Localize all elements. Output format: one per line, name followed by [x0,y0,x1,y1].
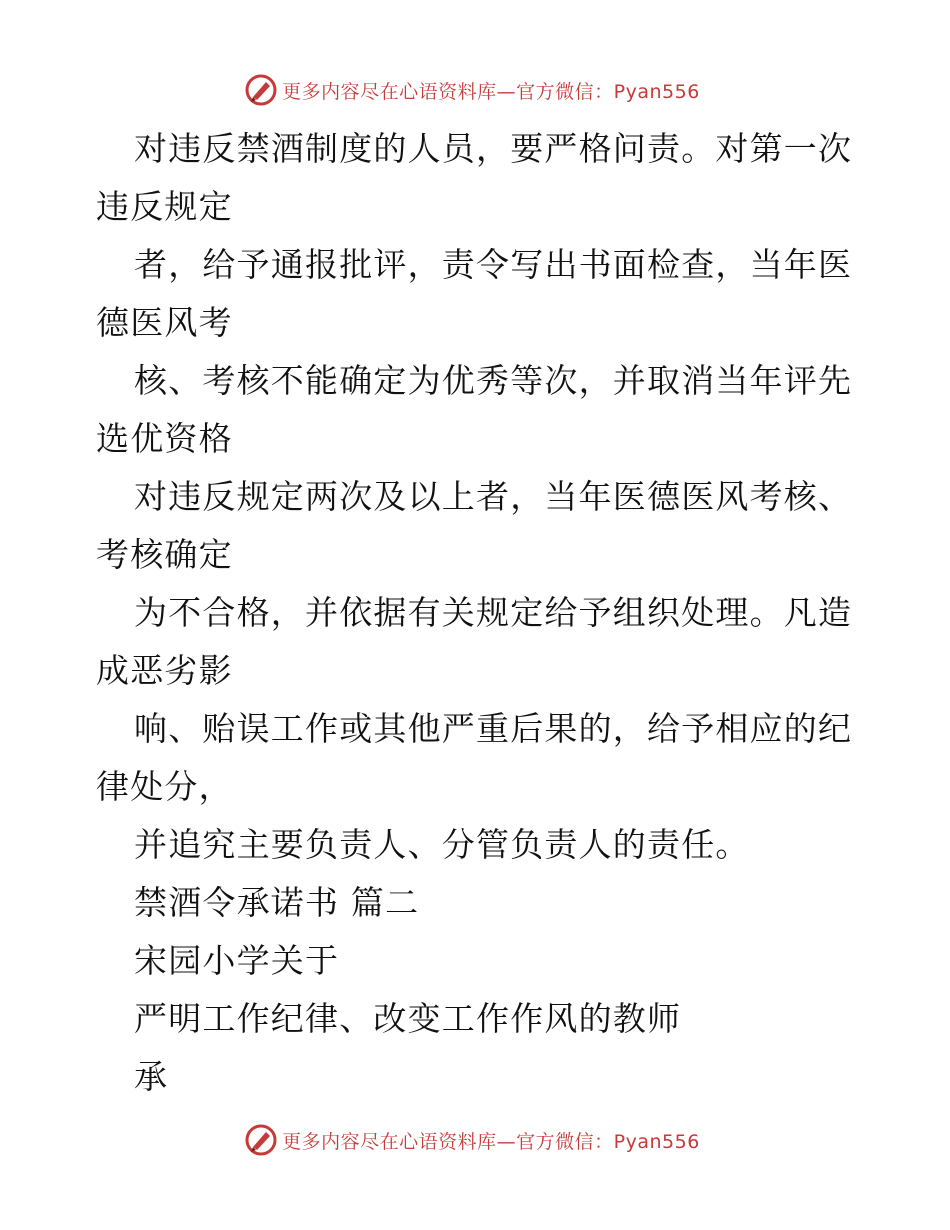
body-line: 响、贻误工作或其他严重后果的，给予相应的纪 [134,709,853,748]
body-line: 选优资格 [96,419,233,458]
pen-logo-icon [244,73,278,107]
body-line: 德医风考 [96,303,233,342]
body-line: 律处分， [96,767,233,806]
body-line: 成恶劣影 [96,651,233,690]
pen-logo-icon [244,1123,278,1157]
body-line: 并追究主要负责人、分管负责人的责任。 [134,825,750,864]
document-body [96,120,856,1106]
body-line: 核、考核不能确定为优秀等次，并取消当年评先 [134,361,853,400]
footer-banner-text: 更多内容尽在心语资料库—官方微信：Pyan556 [282,1130,700,1153]
body-line: 为不合格，并依据有关规定给予组织处理。凡造 [134,593,853,632]
section-heading: 禁酒令承诺书 篇二 [134,883,420,922]
body-line: 宋园小学关于 [134,941,340,980]
footer-banner [0,1120,950,1160]
body-line: 者，给予通报批评，责令写出书面检查，当年医 [134,245,853,284]
body-line: 对违反禁酒制度的人员，要严格问责。对第一次 [134,129,853,168]
body-line: 考核确定 [96,535,233,574]
body-line: 承 [134,1057,169,1096]
header-banner-text: 更多内容尽在心语资料库—官方微信：Pyan556 [282,80,700,103]
body-line: 违反规定 [96,187,233,226]
body-line: 严明工作纪律、改变工作作风的教师 [134,999,682,1038]
header-banner [0,70,950,110]
body-line: 对违反规定两次及以上者，当年医德医风考核、 [134,477,853,516]
